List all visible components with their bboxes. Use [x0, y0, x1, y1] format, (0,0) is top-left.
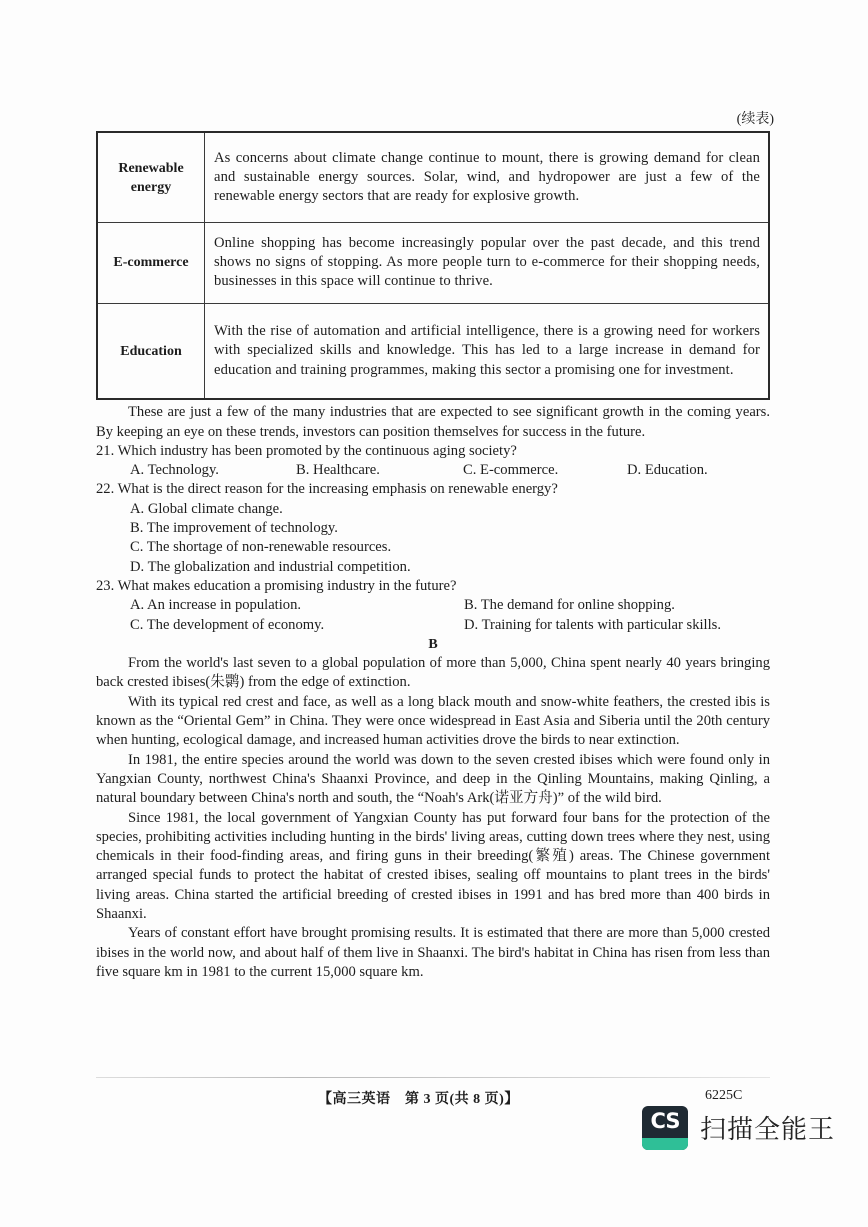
passage-paragraph: In 1981, the entire species around the world was down to the seven crested ibises which were found only in Yangxian County, northwest China's Shaanxi Province, and deep in the Qinling Mountains, making Qinling, a natural boundary between China's north and south, the “Noah's Ark(诺亚方舟)” of the wild bird. [96, 751, 770, 807]
option-b[interactable]: B. The demand for online shopping. [464, 597, 675, 614]
option-a[interactable]: A. An increase in population. [130, 597, 302, 614]
question-21 [96, 442, 770, 481]
options-row [96, 596, 770, 615]
category-cell: Education [97, 303, 205, 399]
question-stem: 21. Which industry has been promoted by the continuous aging society? [96, 442, 517, 459]
industry-table [96, 131, 770, 400]
option-d[interactable]: D. The globalization and industrial competition. [130, 558, 411, 575]
options-row [96, 461, 770, 480]
table-row [97, 132, 769, 222]
option-d[interactable]: D. Education. [627, 462, 708, 479]
option-d[interactable]: D. Training for talents with particular skills. [464, 616, 721, 633]
option-c[interactable]: C. E-commerce. [463, 462, 559, 479]
description-cell: With the rise of automation and artificial intelligence, there is a growing need for workers with specialized skills and knowledge. This has led to a large increase in demand for education and training programmes, making this sector a promising one for investment. [205, 303, 770, 399]
camscanner-logo-icon [642, 1106, 688, 1150]
continued-table-label: (续表) [736, 112, 774, 127]
passage-paragraph: Years of constant effort have brought promising results. It is estimated that there are more than 5,000 crested ibises in the world now, and about half of them live in Shaanxi. The bird's habitat in China has risen from less than five square km in 1981 to the current 15,000 square km. [96, 925, 770, 980]
description-cell: Online shopping has become increasingly popular over the past decade, and this trend shows no signs of stopping. As more people turn to e-commerce for their shopping needs, businesses in this space will continue to thrive. [205, 222, 770, 303]
table-row [97, 303, 769, 399]
footer-divider [96, 1077, 770, 1078]
question-stem: 23. What makes education a promising industry in the future? [96, 577, 457, 594]
option-a[interactable]: A. Technology. [130, 462, 219, 479]
table-row [97, 222, 769, 303]
description-cell: As concerns about climate change continue to mount, there is growing demand for clean and sustainable energy sources. Solar, wind, and hydropower are just a few of the renewable energy sectors that are ready for explosive growth. [205, 132, 770, 222]
question-22 [96, 480, 770, 576]
section-heading: B [428, 636, 438, 652]
logo-accent-bar [642, 1138, 688, 1150]
exam-code: 6225C [705, 1088, 743, 1103]
options-row [96, 616, 770, 635]
option-b[interactable]: B. Healthcare. [296, 462, 380, 479]
option-c[interactable]: C. The development of economy. [130, 616, 325, 633]
passage-paragraph: From the world's last seven to a global population of more than 5,000, China spent nearly 40 years bringing back crested ibises(朱鹮) from the edge of extinction. [96, 655, 770, 691]
scanner-brand-name: 扫描全能王 [700, 1115, 836, 1145]
category-cell: Renewable energy [97, 132, 205, 222]
question-23 [96, 577, 770, 635]
page-info: 【高三英语 第 3 页(共 8 页)】 [318, 1092, 519, 1107]
logo-text: CS [650, 1109, 680, 1133]
exam-page [96, 110, 774, 982]
option-a[interactable]: A. Global climate change. [130, 500, 283, 517]
passage-paragraph: Since 1981, the local government of Yangxian County has put forward four bans for the protection of the species, prohibiting activities including hunting in the birds' living areas, cutting down trees where they nest, using chemicals in their food-finding areas, and firing guns in their breeding(繁殖) areas. The Chinese government arranged special funds to protect the habitat of crested ibises, sealing off mountains to plant trees in the birds' living areas. China started the artificial breeding of crested ibises in 1991 and has bred more than 400 birds in Shaanxi. [96, 809, 770, 923]
option-c[interactable]: C. The shortage of non-renewable resources. [130, 539, 392, 556]
question-stem: 22. What is the direct reason for the increasing emphasis on renewable energy? [96, 481, 558, 498]
closing-paragraph: These are just a few of the many industries that are expected to see significant growth in the coming years. By keeping an eye on these trends, investors can position themselves for success in the future. [96, 404, 770, 440]
passage-paragraph: With its typical red crest and face, as well as a long black mouth and snow-white feathers, the crested ibis is known as the “Oriental Gem” in China. They were once widespread in East Asia and Siberia until the 20th century when hunting, ecological damage, and increased human activities drove the birds to near extinction. [96, 693, 770, 749]
category-cell: E-commerce [97, 222, 205, 303]
option-b[interactable]: B. The improvement of technology. [130, 520, 338, 537]
